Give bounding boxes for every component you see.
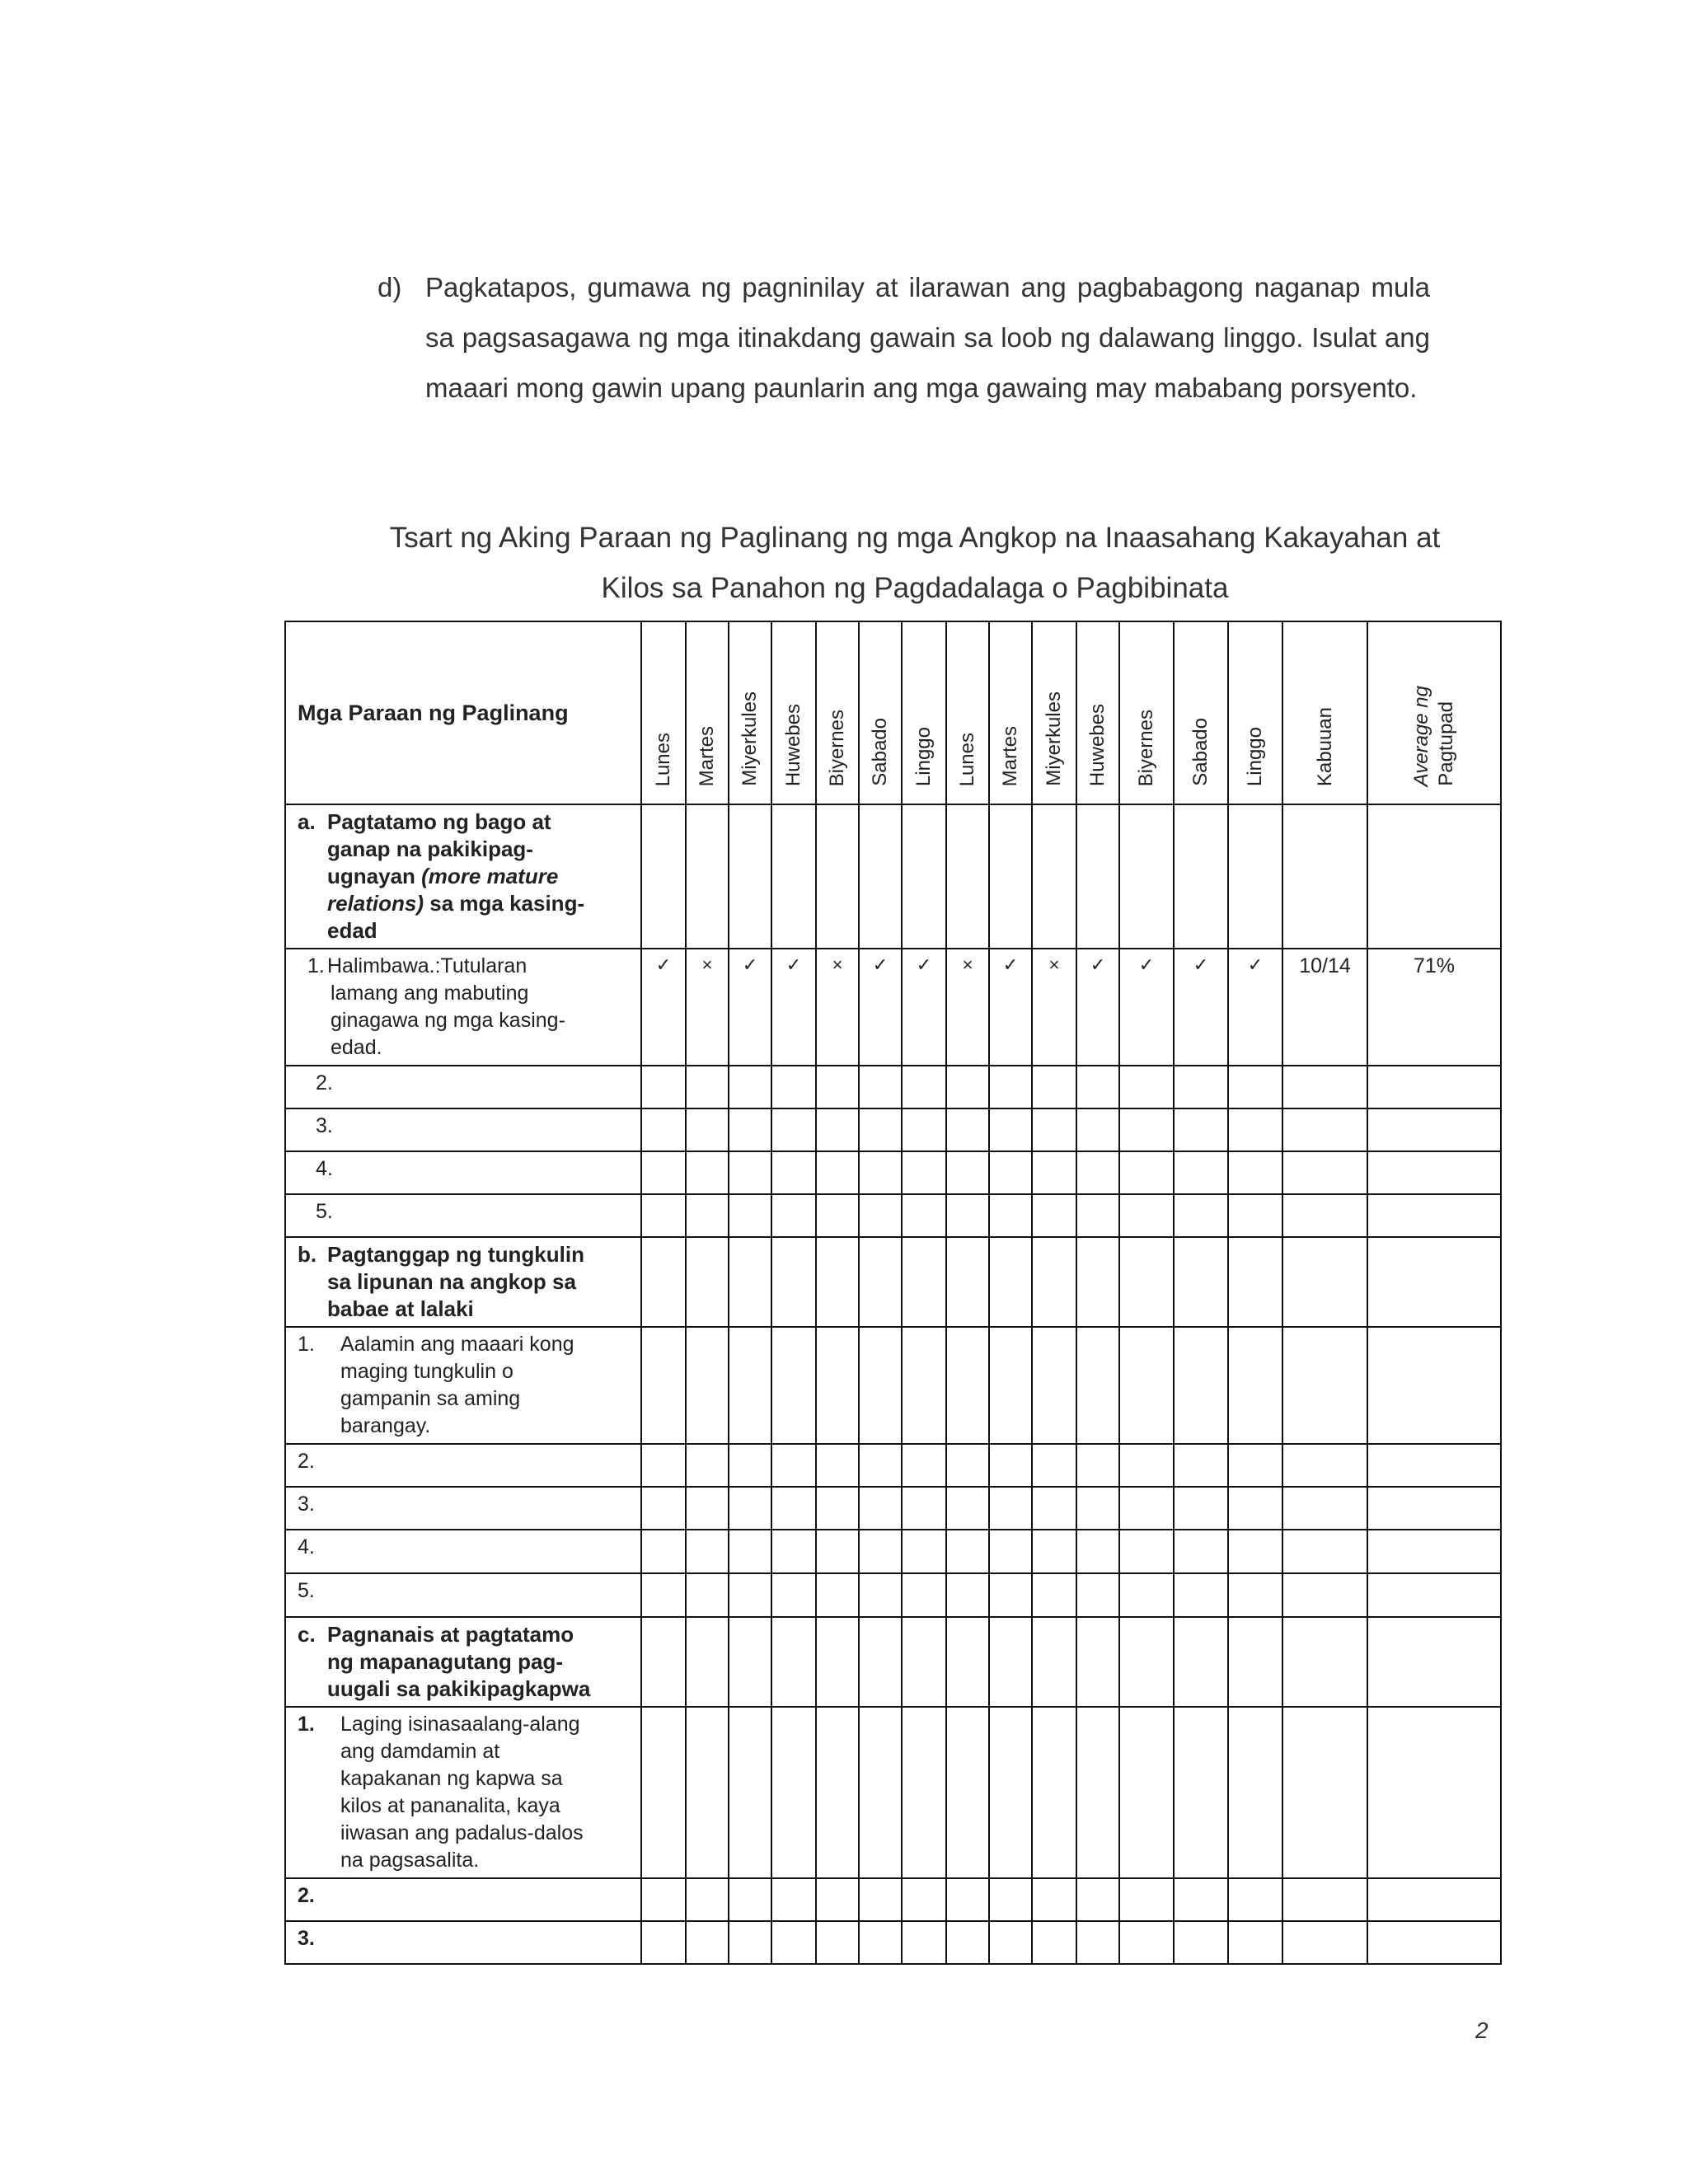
row-number: 5. [298,1579,315,1602]
section-row-a [285,804,1501,949]
check-mark: ✓ [1076,949,1119,1066]
check-mark: ✓ [989,949,1032,1066]
tracking-table [284,621,1502,1965]
check-mark: ✓ [859,949,902,1066]
header-row [285,621,1501,804]
header-average-line-2: Pagtupad [1435,701,1457,786]
section-b-example: 1. Aalamin ang maaari kong maging tungkulin o gampanin sa aming barangay. [285,1327,641,1444]
section-row-c [285,1617,1501,1707]
table-row [285,1921,1501,1964]
cross-mark: × [816,949,859,1066]
header-day: Miyerkules [1032,621,1076,804]
row-number: 5. [316,1200,333,1223]
section-c-label: c. Pagnanais at pagtatamo ng mapanagutang pag- uugali sa pakikipagkapwa [285,1617,641,1707]
check-mark: ✓ [729,949,771,1066]
check-mark: ✓ [902,949,946,1066]
table-row [285,1108,1501,1151]
table-row [285,1707,1501,1878]
tracking-chart [284,621,1500,1950]
section-c-example: 1. Laging isinasaalang-alang ang damdamin at kapakanan ng kapwa sa kilos at pananalita, kaya iiwasan ang padalus-dalos na pagsasalita. [285,1707,641,1878]
header-day: Miyerkules [729,621,771,804]
header-day: Huwebes [771,621,816,804]
chart-title [284,513,1545,613]
table-row [285,1327,1501,1444]
cross-mark: × [1032,949,1076,1066]
header-average-line-1: Average ng [1410,685,1432,786]
check-mark: ✓ [1119,949,1174,1066]
row-number: 3. [298,1493,315,1516]
table-row [285,949,1501,1066]
row-number: 3. [298,1927,315,1950]
cross-mark: × [946,949,989,1066]
header-average [1367,621,1501,804]
header-day: Martes [686,621,729,804]
table-row [285,1487,1501,1530]
check-mark: ✓ [641,949,686,1066]
chart-title-line-2: Kilos sa Panahon ng Pagdadalaga o Pagbibinata [601,572,1229,604]
table-row [285,1444,1501,1487]
check-mark: ✓ [771,949,816,1066]
header-day: Huwebes [1076,621,1119,804]
chart-title-line-1: Tsart ng Aking Paraan ng Paglinang ng mga Angkop na Inaasahang Kakayahan at [389,522,1441,554]
header-day: Linggo [902,621,946,804]
section-row-b [285,1237,1501,1327]
header-methods: Mga Paraan ng Paglinang [285,621,641,804]
row-number: 3. [316,1114,333,1137]
header-total: Kabuuan [1282,621,1367,804]
total-value: 10/14 [1282,949,1367,1066]
section-b-label: b. Pagtanggap ng tungkulin sa lipunan na angkop sa babae at lalaki [285,1237,641,1327]
header-day: Martes [989,621,1032,804]
row-number: 2. [316,1071,333,1094]
header-day: Biyernes [816,621,859,804]
row-number: 4. [316,1157,333,1180]
table-row [285,1066,1501,1108]
table-row [285,1573,1501,1617]
section-a-label: a. Pagtatamo ng bago at ganap na pakikipag- ugnayan (more mature relations) sa mga kasing- edad [285,804,641,949]
table-row [285,1878,1501,1921]
table-row [285,1530,1501,1573]
row-number: 2. [298,1450,315,1473]
check-mark: ✓ [1228,949,1282,1066]
instruction-paragraph [379,262,1430,413]
header-day: Lunes [641,621,686,804]
cross-mark: × [686,949,729,1066]
instruction-marker: d) [377,272,402,302]
header-day: Sabado [859,621,902,804]
instruction-text: Pagkatapos, gumawa ng pagninilay at ilarawan ang pagbabagong naganap mula sa pagsasagawa ng mga itinakdang gawain sa loob ng dalawang linggo. Isulat ang maaari mong gawin upang paunlarin ang mga gawaing may mababang porsyento. [425,272,1430,403]
header-day: Biyernes [1119,621,1174,804]
average-value: 71% [1367,949,1501,1066]
header-day: Linggo [1228,621,1282,804]
header-day: Lunes [946,621,989,804]
page-number: 2 [1475,2018,1489,2043]
row-number: 2. [298,1884,315,1907]
row-number: 4. [298,1535,315,1558]
table-row [285,1194,1501,1237]
check-mark: ✓ [1174,949,1228,1066]
header-day: Sabado [1174,621,1228,804]
table-row [285,1151,1501,1194]
section-a-example: 1. Halimbawa.:Tutularan lamang ang mabuting ginagawa ng mga kasing- edad. [285,949,641,1066]
